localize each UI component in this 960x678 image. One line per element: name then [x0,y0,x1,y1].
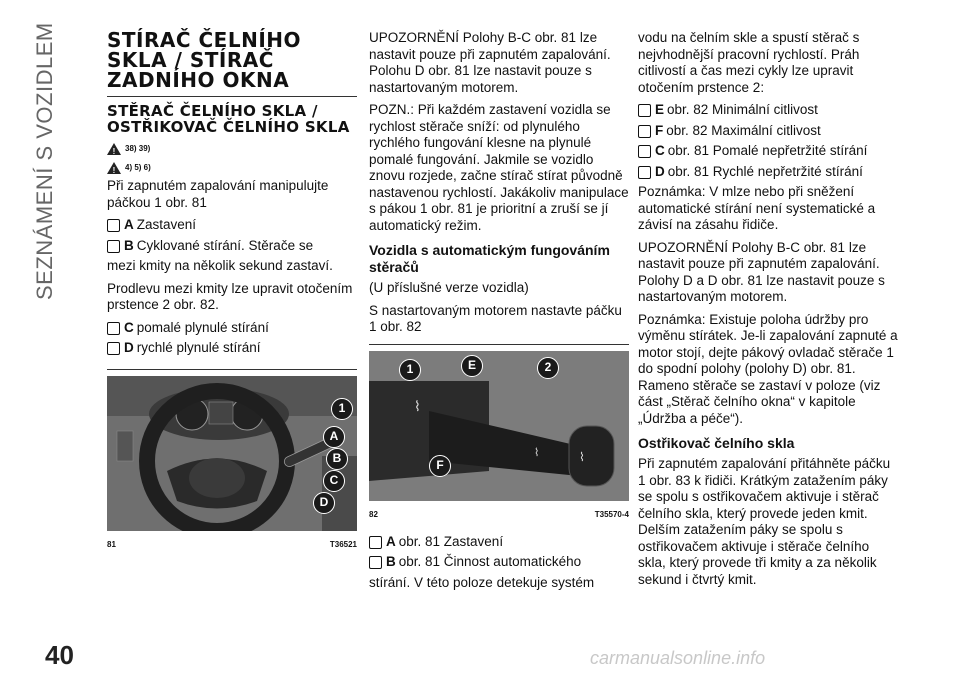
figure-81 [107,369,357,554]
list-item: B Cyklované stírání. Stěrače se [107,238,357,255]
list-item: D rychlé plynulé stírání [107,340,357,357]
bullet-box-icon [107,322,120,335]
section-heading: Vozidla s automatickým fungováním stěračů [369,242,610,275]
figure-label: C [323,470,345,492]
paragraph: Při zapnutém zapalování přitáhněte páčku 1 obr. 83 k řidiči. Krátkým zatažením páky se spolu s ostřikovačem aktivuje i stěrač čelního skla, který provede jeden kmit. Delším zatažením páky se spolu s ostřikovačem aktivuje i stěrače čelního skla, který provede tři kmity a za několik sekund i čtvrtý kmit. [638,456,891,587]
figure-label: 1 [331,398,353,420]
figure-label: 1 [399,359,421,381]
list-item: A obr. 81 Zastavení [369,534,629,551]
paragraph: UPOZORNĚNÍ Polohy B-C obr. 81 lze nastavit pouze při zapnutém zapalování. Polohy D a D obr. 81 lze nastavit pouze s nastartovaným motorem. [638,239,885,304]
figure-82 [369,344,629,524]
bullet-box-icon [638,104,651,117]
paragraph: vodu na čelním skle a spustí stěrač s nejvhodnější pracovní rychlostí. Práh citlivostí a čas mezi cykly lze upravit otočením prstence 2: [638,30,860,95]
figure-label: B [326,448,348,470]
bullet-box-icon [369,536,382,549]
bullet-box-icon [107,219,120,232]
list-item: C obr. 81 Pomalé nepřetržité stírání [638,143,900,160]
list-item: E obr. 82 Minimální citlivost [638,102,900,119]
column-3 [638,30,900,594]
section-heading: Ostřikovač čelního skla [638,435,795,451]
paragraph: (U příslušné verze vozidla) [369,280,529,295]
figure-caption: 82 T35570-4 [369,510,629,519]
paragraph: Při zapnutém zapalování manipulujte páčkou 1 obr. 81 [107,178,329,210]
bullet-box-icon [369,556,382,569]
bullet-box-icon [107,240,120,253]
paragraph: UPOZORNĚNÍ Polohy B-C obr. 81 lze nastavit pouze při zapnutém zapalování. Polohu D obr. 81 lze nastavit pouze s nastartovaným motorem. [369,30,611,95]
paragraph: Poznámka: V mlze nebo při sněžení automatické stírání není systematické a závisí na zásahu řidiče. [638,184,876,232]
figure-label: F [429,455,451,477]
watermark: carmanualsonline.info [590,648,766,668]
column-2 [369,30,629,597]
figure-label: D [313,492,335,514]
list-item: C pomalé plynulé stírání [107,320,357,337]
bullet-box-icon [107,342,120,355]
bullet-box-icon [638,145,651,158]
paragraph: Prodlevu mezi kmity lze upravit otočením prstence 2 obr. 82. [107,280,353,312]
paragraph: Poznámka: Existuje poloha údržby pro výměnu stírátek. Je-li zapalování zapnuté a motor stojí, dejte pákový ovladač stěrače 1 do spodní polohy (polohy D) obr. 81. Rameno stěrače se zastaví v poloze (viz část „Stěrač čelního okna“ v kapitole „Údržba a péče“). [638,311,898,426]
list-item: A Zastavení [107,217,357,234]
warning-triangle-icon [107,143,121,155]
warning-ref-2: ! 4) 5) 6) [107,160,357,177]
page-title: STÍRAČ ČELNÍHO SKLA / STÍRAČ ZADNÍHO OKNA [107,30,357,97]
figure-label: A [323,426,345,448]
figure-label: E [461,355,483,377]
svg-text:⌇: ⌇ [534,445,540,459]
page-number: 40 [45,640,74,670]
figure-label: 2 [537,357,559,379]
svg-text:!: ! [112,147,116,156]
paragraph: POZN.: Při každém zastavení vozidla se rychlost stěrače sníží: od plynulého rychlého fungování klesne na plynulé pomalé fungování. Jakmile se vozidlo znovu rozjede, začne stírač stírat původně nastavenou rychlostí. Jakákoliv manipulace s pákou 1 obr. 81 je prioritní a zruší se jí automatický režim. [369,102,629,233]
bullet-box-icon [638,166,651,179]
figure-caption: 81 T36521 [107,540,357,549]
warning-triangle-icon [107,162,121,174]
warning-ref-1: ! 38) 39) [107,141,357,158]
svg-text:⌇: ⌇ [579,449,585,464]
section-heading: STĚRAČ ČELNÍHO SKLA / OSTŘIKOVAČ ČELNÍHO SKLA [107,102,350,136]
paragraph: mezi kmity na několik sekund zastaví. [107,258,333,273]
list-item: B obr. 81 Činnost automatického [369,554,629,571]
bullet-box-icon [638,125,651,138]
paragraph: stírání. V této poloze detekuje systém [369,574,595,590]
section-side-title: SEZNÁMENÍ S VOZIDLEM [32,22,57,300]
svg-text:⌇: ⌇ [414,398,421,415]
paragraph: S nastartovaným motorem nastavte páčku 1 obr. 82 [369,302,622,334]
svg-text:!: ! [112,165,116,174]
column-1 [107,30,357,554]
list-item: D obr. 81 Rychlé nepřetržité stírání [638,164,900,181]
list-item: F obr. 82 Maximální citlivost [638,123,900,140]
